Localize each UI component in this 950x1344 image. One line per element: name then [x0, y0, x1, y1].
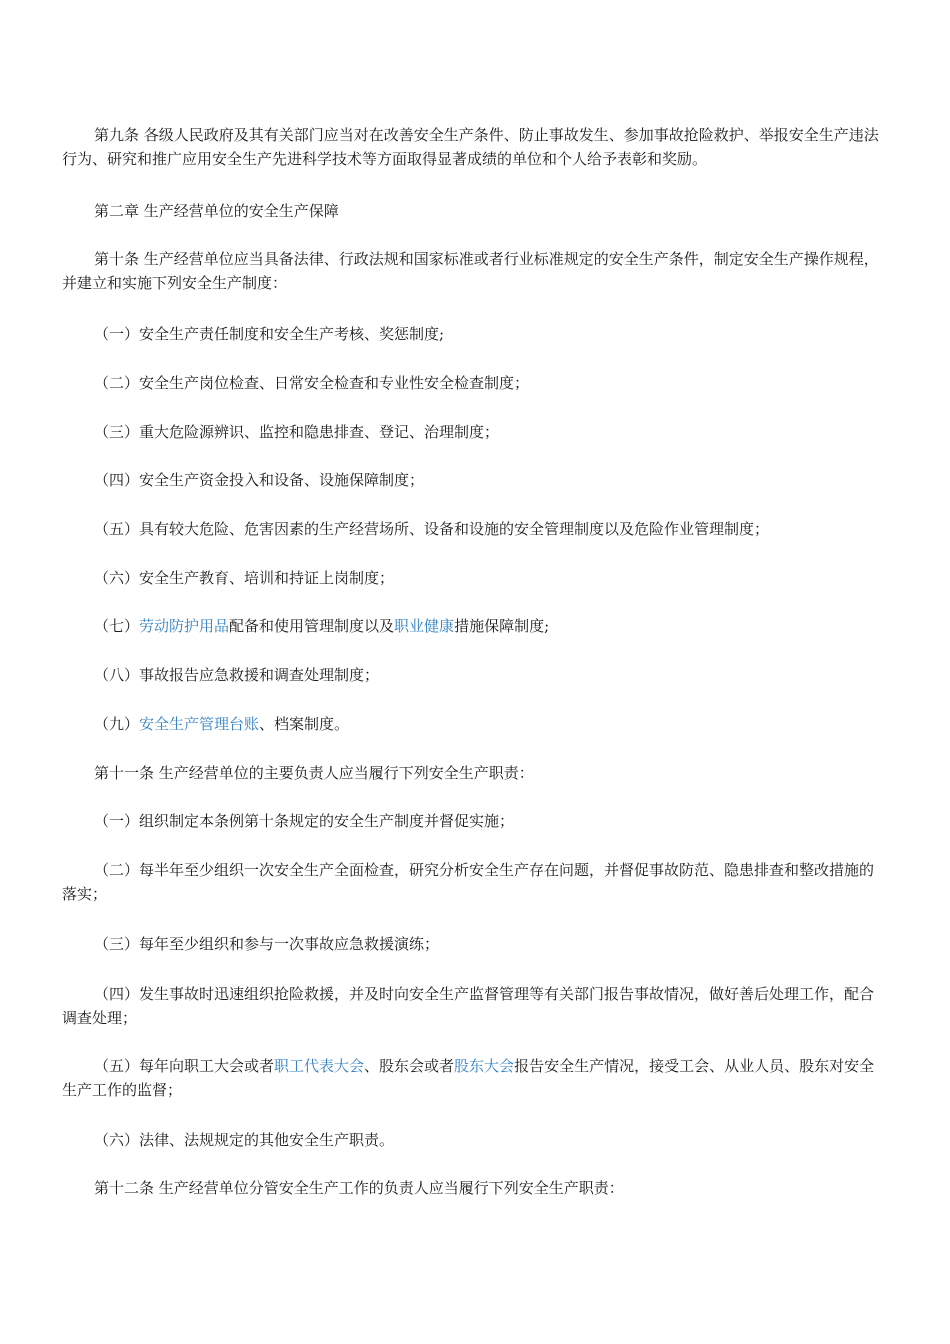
- text-segment: （四）安全生产资金投入和设备、设施保障制度；: [94, 471, 425, 489]
- text-segment: 措施保障制度;: [454, 617, 550, 635]
- text-segment: （六）安全生产教育、培训和持证上岗制度；: [94, 569, 395, 587]
- text-segment: 第九条 各级人民政府及其有关部门应当对在改善安全生产条件、防止事故发生、参加事故抢险救护、举报安全生产违法行为、研究和推广应用安全生产先进科学技术等方面取得显著成绩的单位和个人给予表彰和奖励。: [62, 126, 879, 168]
- paragraph: [62, 761, 886, 785]
- list-item: [62, 712, 886, 736]
- inline-link[interactable]: 劳动防护用品: [139, 617, 230, 635]
- list-item: [62, 371, 886, 395]
- chapter-heading: [62, 199, 886, 223]
- text-segment: （一）组织制定本条例第十条规定的安全生产制度并督促实施；: [94, 812, 515, 830]
- text-segment: （三）每年至少组织和参与一次事故应急救援演练；: [94, 935, 440, 953]
- list-item: [62, 420, 886, 444]
- paragraph: [62, 247, 886, 295]
- text-segment: （一）安全生产责任制度和安全生产考核、奖惩制度;: [94, 325, 445, 343]
- inline-link[interactable]: 股东大会: [454, 1057, 515, 1075]
- text-segment: 第十一条 生产经营单位的主要负责人应当履行下列安全生产职责：: [94, 764, 534, 782]
- text-segment: 第十二条 生产经营单位分管安全生产工作的负责人应当履行下列安全生产职责：: [94, 1179, 624, 1197]
- paragraph: [62, 123, 886, 171]
- inline-link[interactable]: 职业健康: [394, 617, 455, 635]
- text-segment: 第二章 生产经营单位的安全生产保障: [94, 202, 339, 220]
- text-segment: （五）每年向职工大会或者: [94, 1057, 275, 1075]
- list-item: [62, 982, 886, 1030]
- text-segment: （六）法律、法规规定的其他安全生产职责。: [94, 1131, 395, 1149]
- text-segment: （五）具有较大危险、危害因素的生产经营场所、设备和设施的安全管理制度以及危险作业管理制度；: [94, 520, 770, 538]
- text-segment: （三）重大危险源辨识、监控和隐患排查、登记、治理制度；: [94, 423, 500, 441]
- inline-link[interactable]: 安全生产管理台账: [139, 715, 260, 733]
- list-item: [62, 858, 886, 906]
- text-segment: 、股东会或者: [364, 1057, 455, 1075]
- text-segment: （八）事故报告应急救援和调查处理制度；: [94, 666, 380, 684]
- list-item: [62, 663, 886, 687]
- text-segment: 第十条 生产经营单位应当具备法律、行政法规和国家标准或者行业标准规定的安全生产条件，制定安全生产操作规程，并建立和实施下列安全生产制度：: [62, 250, 879, 292]
- text-segment: （四）发生事故时迅速组织抢险救援，并及时向安全生产监督管理等有关部门报告事故情况，做好善后处理工作，配合调查处理；: [62, 985, 875, 1027]
- list-item: [62, 517, 886, 541]
- text-segment: 报告安全生产情况，接受工会、从业人员、股东对安全生产工作的监督；: [62, 1057, 875, 1099]
- text-segment: 配备和使用管理制度以及: [229, 617, 395, 635]
- list-item: [62, 566, 886, 590]
- inline-link[interactable]: 职工代表大会: [274, 1057, 365, 1075]
- list-item: [62, 614, 886, 638]
- text-segment: 、档案制度。: [259, 715, 350, 733]
- text-segment: （九）: [94, 715, 140, 733]
- text-segment: （二）安全生产岗位检查、日常安全检查和专业性安全检查制度；: [94, 374, 530, 392]
- list-item: [62, 809, 886, 833]
- text-segment: （七）: [94, 617, 140, 635]
- text-segment: （二）每半年至少组织一次安全生产全面检查，研究分析安全生产存在问题，并督促事故防范、隐患排查和整改措施的落实；: [62, 861, 875, 903]
- list-item: [62, 1054, 886, 1102]
- list-item: [62, 468, 886, 492]
- paragraph: [62, 1176, 886, 1200]
- list-item: [62, 932, 886, 956]
- list-item: [62, 1128, 886, 1152]
- list-item: [62, 322, 886, 346]
